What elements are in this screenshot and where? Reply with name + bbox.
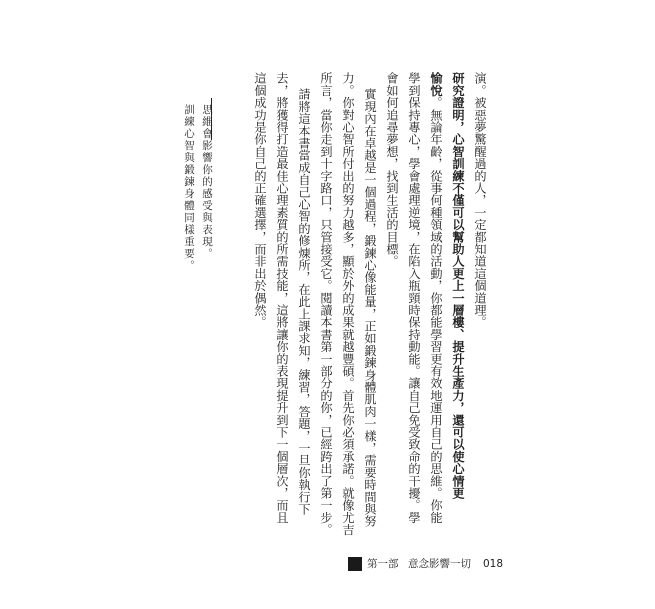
column-3-rest: 。無論年齡，從事何種領域的活動，你都能學習更有效地運用自己的思維。你能 [429,96,443,524]
bold-word: 愉悅 [429,72,443,97]
text-column-11: 這個成功是你自己的正確選擇，而非出於偶然。 [253,72,267,329]
text-column-10: 去，將獲得打造最佳心理素質的所需技能，這將讓你的表現提升到下一個層次，而且 [275,72,289,524]
text-column-4: 學到保持專心，學會處理逆境，在陷入瓶頸時保持動能。讓自己免受致命的干擾。學 [407,72,421,524]
footer-part: 第一部 [367,558,399,570]
sidebar-note-line-1: 思維會影響你的感受與表現。 [201,104,213,260]
text-column-2-bold: 研究證明，心智訓練不僅可以幫助人更上一層樓、提升生產力，還可以使心情更 [451,72,465,499]
footer-title: 意念影響一切 [408,558,471,570]
page-number: 018 [483,558,504,570]
text-column-3 [428,72,443,523]
text-column-8: 所言，當你走到十字路口，只管接受它。閱讀本書第一部分的你，已經跨出了第一步。 [319,72,333,536]
sidebar-note-line-2: 訓練心智與鍛鍊身體同樣重要。 [183,104,195,272]
text-column-6: 實現內在卓越是一個過程，鍛鍊心像能量，正如鍛鍊身體肌肉一樣，需要時間與努 [363,88,377,528]
text-column-9: 請將這本書當成自己心智的修煉所，在此上課求知，練習，答題，一旦你執行下 [297,88,311,515]
text-column-5: 會如何追尋夢想，找到生活的目標。 [385,72,399,268]
footer-marker [348,557,362,571]
text-column-1: 演。被惡夢驚醒過的人，一定都知道這個道理。 [473,72,487,329]
text-column-7: 力。你對心智所付出的努力越多，顯於外的成果就越豐碩。首先你必須承諾。就像尤吉 [341,72,355,536]
